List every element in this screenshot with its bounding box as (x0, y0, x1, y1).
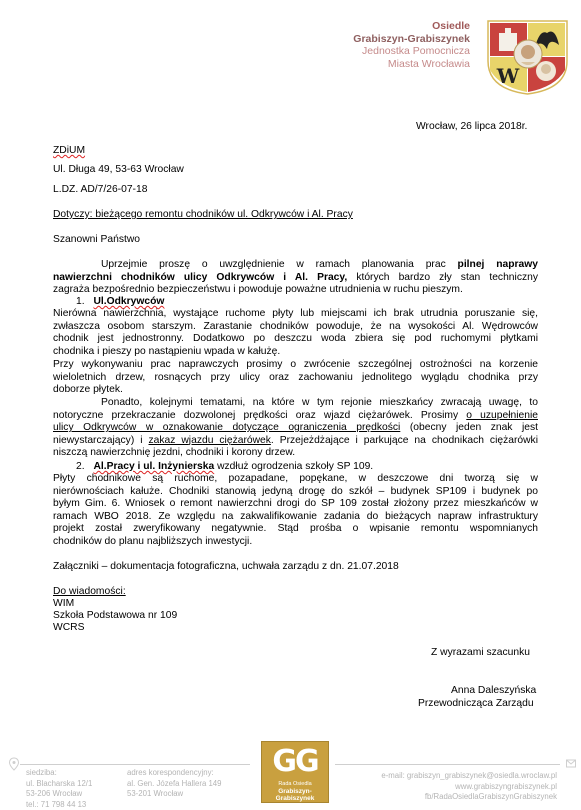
item-1-heading (76, 296, 164, 309)
closing: Z wyrazami szacunku (431, 647, 530, 660)
contact-icon (565, 757, 577, 771)
footer-seat (26, 768, 92, 810)
signature-role: Przewodnicząca Zarządu (418, 698, 534, 711)
text-line (53, 435, 538, 448)
footer-corr-label: adres korespondencyjny: (127, 768, 221, 779)
org-line-1: Osiedle (330, 20, 470, 33)
reference-number: L.DZ. AD/7/26-07-18 (53, 184, 147, 197)
item-1-number: 1. (76, 296, 85, 307)
text-line: Przy wykonywaniu prac naprawczych prosimy o zwrócenie szczególnej ostrożności na korzenie (53, 359, 538, 372)
item-2-title-suffix: wzdłuż ogrodzenia szkoły SP 109. (214, 461, 373, 472)
item-1-paragraph-2 (53, 359, 538, 397)
item-1-paragraph-1 (53, 308, 538, 358)
item-2-heading (76, 461, 373, 474)
text-line: Płyty chodnikowe są ruchome, pozapadane, popękane, w deszczowe dni tworzą się w (53, 473, 538, 486)
intro-text: Uprzejmie proszę o uwzględnienie w ramach planowania prac (101, 259, 458, 270)
org-line-3: Jednostka Pomocnicza (330, 45, 470, 58)
cc-item: WCRS (53, 622, 84, 635)
text-line: Nierówna nawierzchnia, wystające ruchome płyty lub miejscami ich brak utrudnia poruszanie się, (53, 308, 538, 321)
letter-subject: Dotyczy: bieżącego remontu chodników ul. Odkrywców i Al. Pracy (53, 209, 353, 222)
text-line: projekt został zweryfikowany negatywnie. Stąd prośba o wpisanie remontu wspomnianych (53, 523, 538, 536)
location-pin-icon (8, 757, 20, 771)
org-line-4: Miasta Wrocławia (330, 58, 470, 71)
logo-monogram: GG (262, 746, 328, 778)
footer-email[interactable]: e-mail: grabiszyn_grabiszynek@osiedla.wroclaw.pl (335, 771, 557, 782)
text-line: ramach WBO 2018. Ze względu na zakwalifikowanie zadania do bieżących napraw infrastruktury (53, 511, 538, 524)
footer-corr-street: al. Gen. Józefa Hallera 149 (127, 779, 221, 790)
item-2-number: 2. (76, 461, 85, 472)
text-line: Ponadto, kolejnymi tematami, na które w tym rejonie mieszkańcy zwracają uwagę, to (53, 397, 538, 410)
footer-facebook[interactable]: fb/RadaOsiedlaGrabiszynGrabiszynek (335, 792, 557, 803)
recipient-address: Ul. Długa 49, 53-63 Wrocław (53, 164, 184, 177)
text-line: nierównościach kałuże. Chodniki stanowią jedyną drogę do szkół – budynek SP109 i budynek po (53, 486, 538, 499)
text-segment: notoryczne przekraczanie dozwolonej prędkości oraz wjazd ciężarówek. Prosimy (53, 410, 466, 421)
footer-seat-street: ul. Blacharska 12/1 (26, 779, 92, 790)
item-2-paragraph (53, 473, 538, 549)
item-1-title: Ul.Odkrywców (93, 296, 164, 307)
text-segment: niewystarczający) i (53, 435, 149, 446)
footer-seat-city: 53-206 Wrocław (26, 789, 92, 800)
recipient-name: ZDiUM (53, 145, 85, 158)
footer-seat-label: siedziba: (26, 768, 92, 779)
item-2-title: Al.Pracy i ul. Inżynierska (93, 461, 214, 472)
signature-name: Anna Daleszyńska (451, 685, 536, 698)
footer-divider-right (335, 764, 560, 765)
attachments-note: Załączniki – dokumentacja fotograficzna, uchwała zarządu z dn. 21.07.2018 (53, 561, 399, 574)
intro-emphasis: pilnej naprawy (458, 259, 538, 270)
logo-subtitle-1: Rada Osiedla (262, 781, 328, 787)
item-1-paragraph-3 (53, 397, 538, 460)
underlined-request: zakaz wjazdu ciężarówek (149, 435, 271, 446)
cc-label: Do wiadomości: (53, 586, 126, 599)
council-logo (261, 741, 329, 803)
text-segment: . Przejeżdżające i parkujące na chodnikach ciężarówki (271, 435, 538, 446)
intro-paragraph (53, 259, 538, 297)
text-line (53, 422, 538, 435)
cc-item: WIM (53, 598, 74, 611)
text-line: wieloletnich drzew, rosnących przy ulicy oraz zachowaniu jednolitego wyglądu chodnika przy (53, 372, 538, 385)
intro-text-2: których bardzo zły stan techniczny (347, 272, 538, 283)
cc-item: Szkoła Podstawowa nr 109 (53, 610, 177, 623)
greeting: Szanowni Państwo (53, 234, 140, 247)
footer-correspondence (127, 768, 221, 800)
svg-text:W: W (496, 64, 520, 88)
footer-website[interactable]: www.grabiszyngrabiszynek.pl (335, 782, 557, 793)
intro-emphasis-2: nawierzchni chodników ulicy Odkrywców i Al. Pracy, (53, 272, 347, 283)
text-line: byłym Gim. 6. Wniosek o remont nawierzchni drogi do SP 109 został złożony przez mieszkańców w (53, 498, 538, 511)
footer-contact (335, 771, 557, 803)
text-segment: (obecny jeden znak jest (400, 422, 538, 433)
underlined-request: o uzupełnienie (466, 410, 538, 421)
footer-corr-city: 53-201 Wrocław (127, 789, 221, 800)
text-line: zwłaszcza osobom starszym. Zarastanie chodników powoduje, że na wysokości Al. Wędrowców (53, 321, 538, 334)
intro-text-3: zagraża bezpośrednio bezpieczeństwu i powoduje poważne utrudnienia w ruchu pieszym. (53, 284, 538, 297)
org-line-2: Grabiszyn-Grabiszynek (330, 33, 470, 46)
text-line: chodników do planu najbliższych inwestycji. (53, 536, 538, 549)
logo-subtitle-2: Grabiszyn-Grabiszynek (262, 788, 328, 802)
underlined-request: ulicy Odkrywców w oznakowanie dotyczące ograniczenia prędkości (53, 422, 400, 433)
footer-seat-phone: tel.: 71 798 44 13 (26, 800, 92, 810)
letter-date: Wrocław, 26 lipca 2018r. (416, 121, 527, 134)
text-line: chodnika i pieszy po nastąpieniu wpada w kałużę. (53, 346, 538, 359)
org-name-block (330, 20, 470, 70)
wroclaw-coat-of-arms-icon (485, 15, 570, 95)
text-line: chodnik jest jednostronny. Dodatkowo po deszczu woda zbiera się pod ruchomymi płytkami (53, 333, 538, 346)
text-line (53, 410, 538, 423)
text-line: niszczą nawierzchnię jezdni, chodniki i korony drzew. (53, 447, 538, 460)
text-line: doborze płytek. (53, 384, 538, 397)
footer-divider-left (20, 764, 250, 765)
